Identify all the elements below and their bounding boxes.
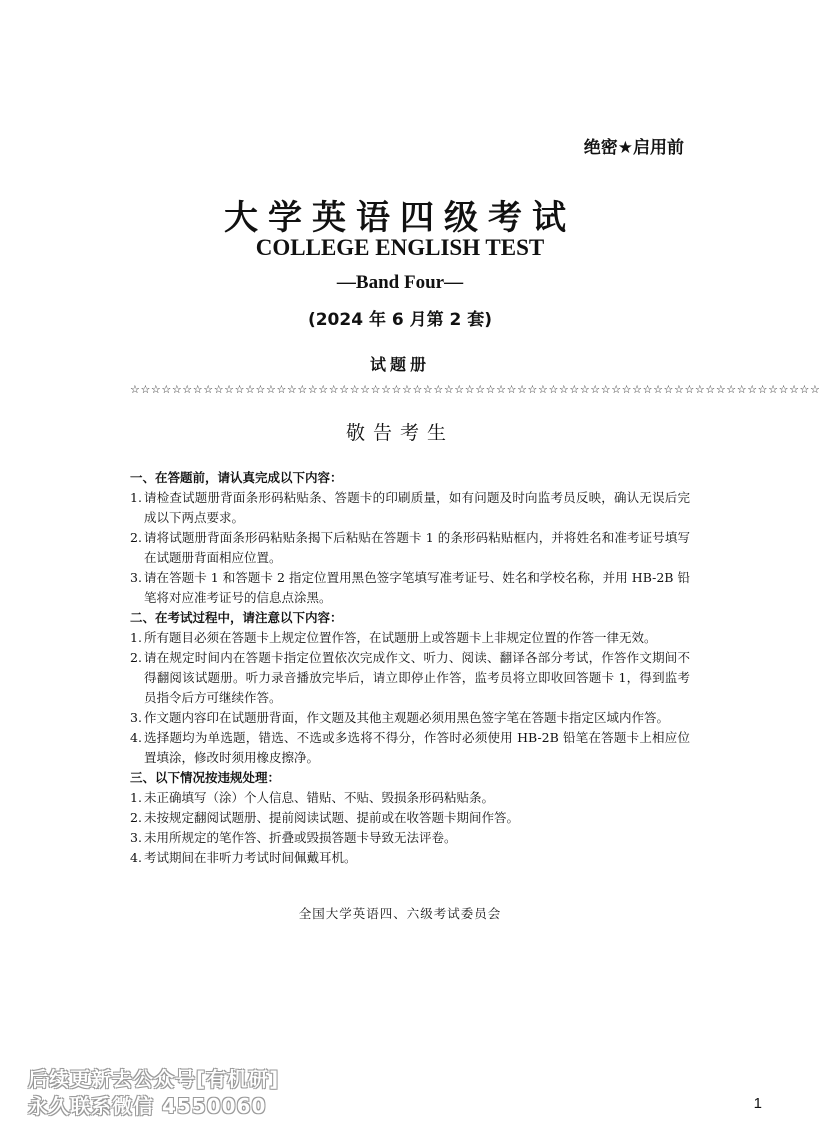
list-item bbox=[130, 728, 690, 768]
item-number: 3. bbox=[130, 830, 142, 845]
item-number: 4. bbox=[130, 850, 142, 865]
item-number: 1. bbox=[130, 790, 142, 805]
item-text: 选择题均为单选题，错选、不选或多选将不得分，作答时必须使用 HB-2B 铅笔在答题卡上相应位置填涂，修改时须用橡皮擦净。 bbox=[144, 730, 690, 765]
watermark bbox=[28, 1066, 279, 1120]
list-item bbox=[130, 708, 690, 728]
list-item bbox=[130, 488, 690, 528]
item-text: 请将试题册背面条形码粘贴条揭下后粘贴在答题卡 1 的条形码粘贴框内，并将姓名和准考证号填写在试题册背面相应位置。 bbox=[144, 530, 690, 565]
list-item bbox=[130, 828, 690, 848]
exam-title-chinese: 大学英语四级考试 bbox=[224, 198, 576, 238]
item-text: 请在答题卡 1 和答题卡 2 指定位置用黑色签字笔填写准考证号、姓名和学校名称，并用 HB-2B 铅笔将对应准考证号的信息点涂黑。 bbox=[144, 570, 690, 605]
item-text: 考试期间在非听力考试时间佩戴耳机。 bbox=[144, 850, 357, 865]
item-text: 所有题目必须在答题卡上规定位置作答，在试题册上或答题卡上非规定位置的作答一律无效。 bbox=[144, 630, 657, 645]
section-heading: 一、在答题前，请认真完成以下内容： bbox=[130, 470, 343, 485]
watermark-line-1: 后续更新去公众号[有机研] bbox=[28, 1067, 280, 1091]
item-text: 请检查试题册背面条形码粘贴条、答题卡的印刷质量，如有问题及时向监考员反映，确认无误后完成以下两点要求。 bbox=[144, 490, 690, 525]
item-text: 未正确填写（涂）个人信息、错贴、不贴、毁损条形码粘贴条。 bbox=[144, 790, 495, 805]
item-number: 2. bbox=[130, 810, 142, 825]
list-item bbox=[130, 528, 690, 568]
section-heading: 二、在考试过程中，请注意以下内容： bbox=[130, 610, 343, 625]
list-item bbox=[130, 848, 690, 868]
confidential-label: 绝密★启用前 bbox=[583, 138, 684, 158]
section-heading: 三、以下情况按违规处理： bbox=[130, 770, 281, 785]
item-text: 作文题内容印在试题册背面，作文题及其他主观题必须用黑色签字笔在答题卡指定区域内作答。 bbox=[144, 710, 670, 725]
item-text: 未用所规定的笔作答、折叠或毁损答题卡导致无法评卷。 bbox=[144, 830, 457, 845]
exam-session: (2024 年 6 月第 2 套) bbox=[307, 310, 493, 330]
exam-band: —Band Four— bbox=[336, 272, 464, 293]
list-item bbox=[130, 788, 690, 808]
notice-title: 敬告考生 bbox=[345, 422, 454, 444]
list-item bbox=[130, 568, 690, 608]
item-number: 4. bbox=[130, 730, 142, 745]
page-number: 1 bbox=[753, 1095, 762, 1112]
instructions bbox=[130, 468, 690, 868]
item-number: 3. bbox=[130, 570, 142, 585]
item-number: 2. bbox=[130, 650, 142, 665]
item-text: 未按规定翻阅试题册、提前阅读试题、提前或在收答题卡期间作答。 bbox=[144, 810, 520, 825]
committee-signature: 全国大学英语四、六级考试委员会 bbox=[298, 906, 502, 921]
watermark-line-2: 永久联系微信 4550060 bbox=[28, 1094, 267, 1118]
booklet-label: 试题册 bbox=[369, 355, 430, 374]
item-number: 2. bbox=[130, 530, 142, 545]
list-item bbox=[130, 628, 690, 648]
star-divider: ☆☆☆☆☆☆☆☆☆☆☆☆☆☆☆☆☆☆☆☆☆☆☆☆☆☆☆☆☆☆☆☆☆☆☆☆☆☆☆☆☆☆☆☆☆☆☆☆☆☆☆☆☆☆☆☆☆☆☆☆☆☆☆☆☆☆ bbox=[130, 383, 820, 396]
item-number: 1. bbox=[130, 490, 142, 505]
exam-title-english: COLLEGE ENGLISH TEST bbox=[255, 235, 545, 260]
list-item bbox=[130, 648, 690, 708]
item-number: 3. bbox=[130, 710, 142, 725]
list-item bbox=[130, 808, 690, 828]
item-text: 请在规定时间内在答题卡指定位置依次完成作文、听力、阅读、翻译各部分考试，作答作文期间不得翻阅该试题册。听力录音播放完毕后，请立即停止作答，监考员将立即收回答题卡 1，得到监考员指令后方可继续作答。 bbox=[144, 650, 690, 705]
item-number: 1. bbox=[130, 630, 142, 645]
